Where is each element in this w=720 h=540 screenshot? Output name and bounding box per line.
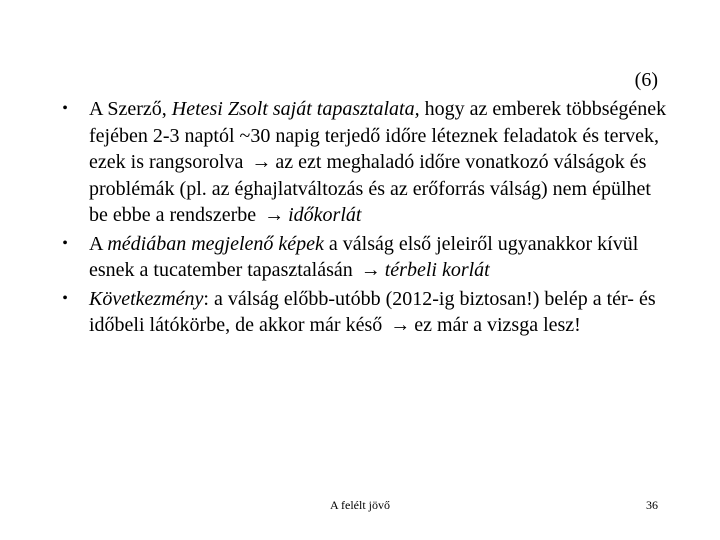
footer-page-number: 36 [646, 498, 658, 512]
bullet-icon: • [62, 234, 68, 252]
bullet-conclusion: időkorlát [288, 204, 362, 226]
arrow-right-icon: → [264, 204, 285, 226]
bullet-text: a válság első jeleiről ugyanakkor kívül esnek a tucatember tapasztalásán [89, 232, 639, 281]
bullet-list [58, 96, 668, 341]
bullet-text: A Szerző, [89, 98, 172, 120]
bullet-item-author-experience [58, 96, 668, 229]
footer-title: A felélt jövő [330, 498, 390, 512]
bullet-emphasis: Hetesi Zsolt saját tapasztalata, [171, 98, 420, 120]
bullet-item-media-images [58, 231, 668, 284]
bullet-text: ez már a vizsga lesz! [414, 314, 581, 336]
arrow-right-icon: → [251, 151, 272, 173]
bullet-icon: • [62, 289, 68, 307]
bullet-text: az ezt meghaladó időre vonatkozó válságok és problémák (pl. az éghajlatváltozás és az erőforrás válság) nem épülhet be ebbe a rendszerbe [89, 151, 651, 226]
bullet-icon: • [62, 100, 68, 117]
bullet-emphasis: médiában megjelenő képek [107, 232, 324, 255]
bullet-emphasis: Következmény [89, 287, 204, 310]
bullet-text: A [89, 232, 108, 255]
bullet-text: : a válság előbb-utóbb (2012-ig biztosan!) belép a tér- és időbeli látókörbe, de akkor már késő [89, 287, 656, 336]
slide-marker: (6) [634, 69, 658, 91]
arrow-right-icon: → [360, 259, 381, 281]
bullet-conclusion: térbeli korlát [384, 259, 490, 281]
arrow-right-icon: → [390, 314, 411, 336]
bullet-text: hogy az emberek többségének fejében 2-3 naptól ~30 napig terjedő időre léteznek feladatok és tervek, ezek is rangsorolva [89, 98, 667, 173]
bullet-item-consequence [58, 286, 668, 339]
